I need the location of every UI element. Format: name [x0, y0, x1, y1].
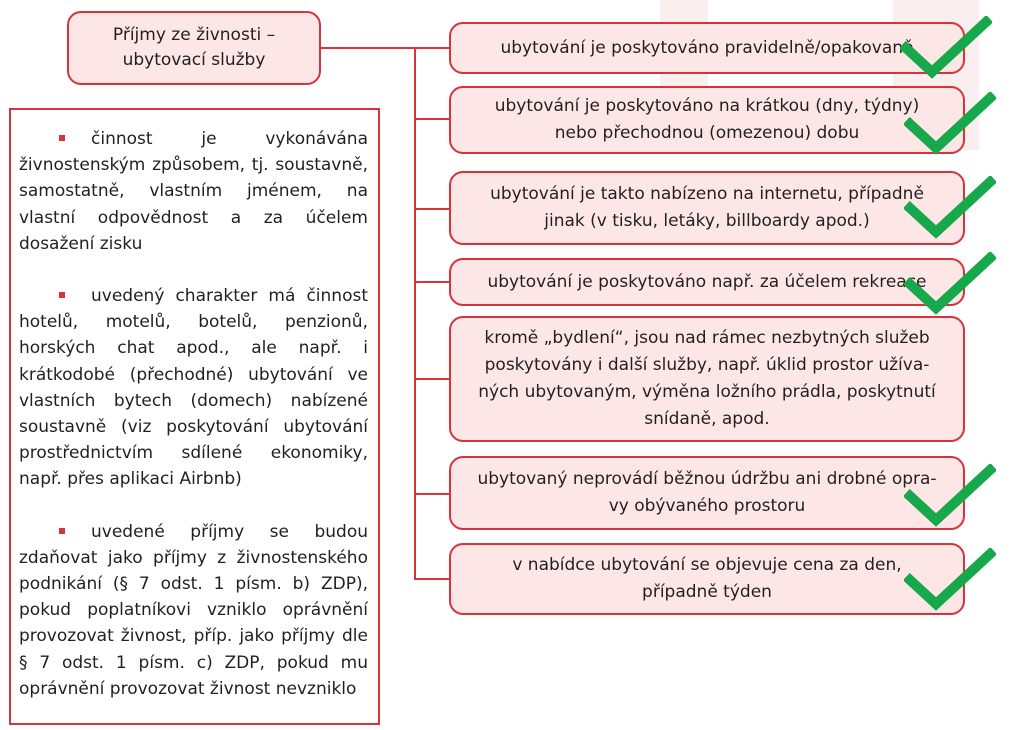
branch-connector: [414, 578, 449, 580]
branch-connector: [414, 493, 449, 495]
criterion-line: snídaně, apod.: [644, 409, 770, 429]
check-mark-icon: [904, 252, 996, 316]
square-bullet-icon: [59, 528, 65, 534]
criterion-line: ubytování je takto nabízeno na internetu, případně: [490, 184, 924, 204]
criterion-line: jinak (v tisku, letáky, billboardy apod.): [544, 211, 870, 231]
title-line: ubytovací služby: [122, 50, 266, 70]
criterion-line: nebo přechodnou (omezenou) dobu: [554, 123, 860, 143]
criterion-box: [449, 258, 965, 306]
description-text: činnost je vykonávána živnostenským způsobem, tj. soustavně, samostatně, vlastním jménem, na vlastní odpovědnost a za účelem dosažení zisku: [19, 129, 368, 254]
criterion-line: ubytování je poskytováno např. za účelem rekreace: [487, 271, 927, 292]
check-mark-icon: [900, 16, 992, 80]
criterion-line: ubytování je poskytováno pravidelně/opakovaně: [500, 37, 914, 58]
diagram-title: [67, 11, 321, 85]
description-text: uvedený charakter má činnost hotelů, motelů, botelů, penzionů, horských chat apod., ale např. i krátkodobé (přechodné) ubytování ve vlastních bytech (domech) nabízené soustavně (viz poskytování ubytování prostřednictvím sdílené ekonomiky, např. přes aplikaci Airbnb): [19, 286, 368, 490]
criterion-line: ubytování je poskytováno na krátkou (dny, týdny): [494, 96, 920, 116]
title-connector: [321, 47, 416, 49]
description-item: [19, 283, 368, 493]
criterion-box: [449, 543, 965, 615]
check-mark-icon: [904, 92, 996, 156]
criterion-box: [449, 22, 965, 74]
criterion-line: ubytovaný neprovádí běžnou údržbu ani drobné opra-: [477, 469, 937, 489]
criterion-box: [449, 171, 965, 245]
title-line: Příjmy ze živnosti –: [112, 25, 276, 45]
branch-connector: [414, 118, 449, 120]
check-mark-icon: [904, 464, 996, 528]
criterion-line: vy obývaného prostoru: [608, 496, 806, 516]
description-item: [19, 519, 368, 702]
branch-connector: [414, 47, 449, 49]
criterion-line: kromě „bydlení“, jsou nad rámec nezbytných služeb: [484, 328, 930, 348]
description-text: uvedené příjmy se budou zdaňovat jako příjmy z živnostenského podnikání (§ 7 odst. 1 písm. b) ZDP), pokud poplatníkovi vzniklo oprávnění provozovat živnost, příp. jako příjmy dle § 7 odst. 1 písm. c) ZDP, pokud mu oprávnění provozovat živnost nevzniklo: [19, 521, 368, 699]
criterion-line: ných ubytovaným, výměna ložního prádla, poskytnutí: [478, 382, 936, 402]
square-bullet-icon: [59, 135, 65, 141]
criterion-line: poskytovány i další služby, např. úklid prostor užíva-: [484, 355, 930, 375]
criterion-box: [449, 316, 965, 442]
description-panel: [9, 108, 380, 725]
criterion-line: případně týden: [642, 582, 772, 602]
criterion-box: [449, 456, 965, 530]
check-mark-icon: [904, 548, 996, 612]
description-item: [19, 126, 368, 257]
check-mark-icon: [904, 176, 996, 240]
square-bullet-icon: [59, 292, 65, 298]
branch-connector: [414, 378, 449, 380]
criterion-line: v nabídce ubytování se objevuje cena za den,: [512, 555, 902, 575]
vertical-connector: [414, 47, 416, 580]
branch-connector: [414, 208, 449, 210]
criterion-box: [449, 86, 965, 154]
branch-connector: [414, 281, 449, 283]
